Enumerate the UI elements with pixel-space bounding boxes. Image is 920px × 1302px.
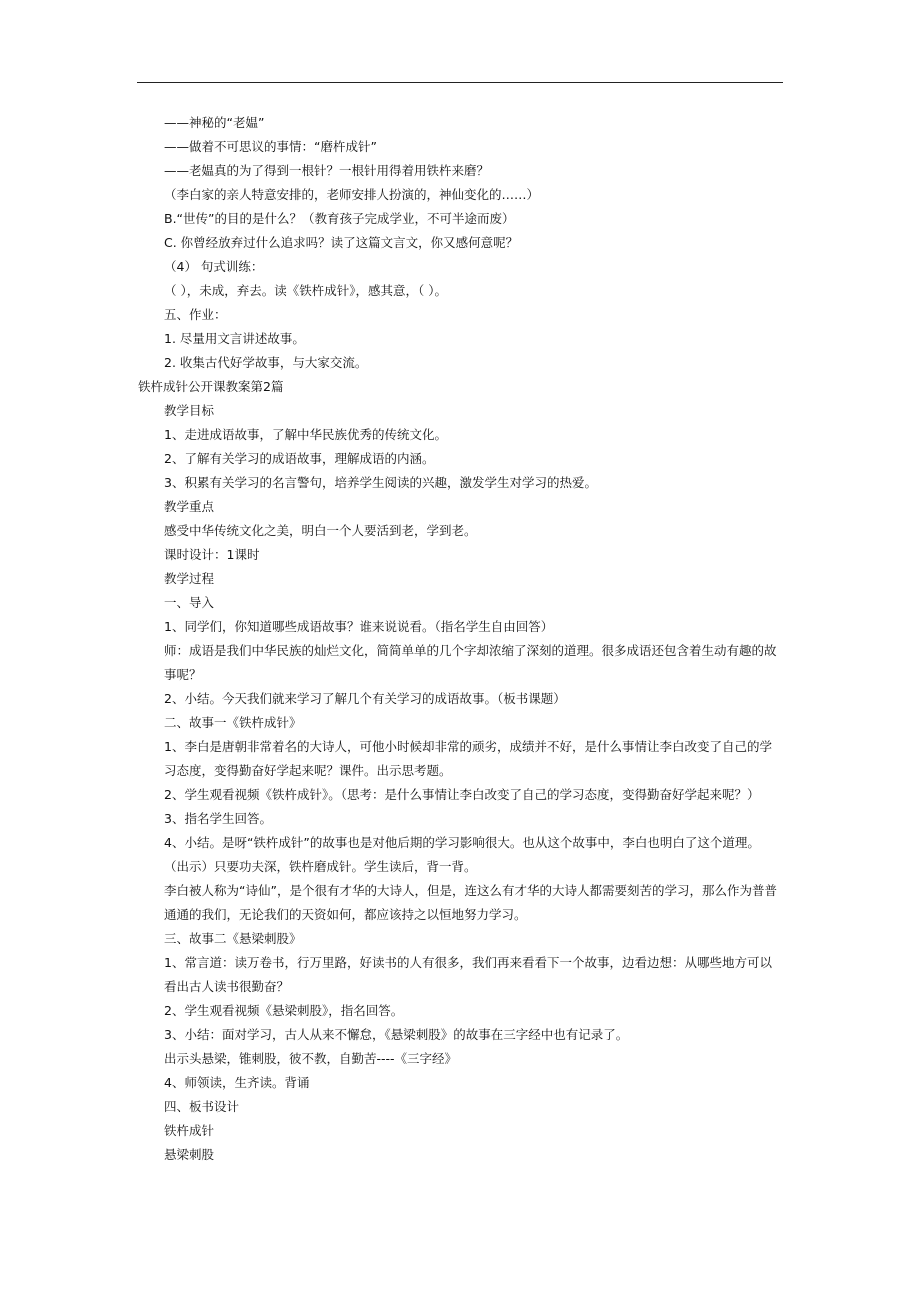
text-line: ——老媪真的为了得到一根针？一根针用得着用铁杵来磨？ <box>164 163 490 178</box>
text-line: 4、师领读，生齐读。背诵 <box>164 1075 310 1090</box>
text-line: （出示）只要功夫深，铁杵磨成针。学生读后，背一背。 <box>164 859 477 874</box>
text-paragraph: 1、李白是唐朝非常着名的大诗人，可他小时候却非常的顽劣，成绩并不好，是什么事情让李白改变了自己的学习态度，变得勤奋好学起来呢？课件。出示思考题。 <box>164 739 772 778</box>
text-line: 1、同学们，你知道哪些成语故事？谁来说说看。（指名学生自由回答） <box>164 619 554 634</box>
text-line: C. 你曾经放弃过什么追求吗？读了这篇文言文，你又感何意呢？ <box>164 235 519 250</box>
text-line: 悬梁刺股 <box>164 1147 215 1162</box>
text-paragraph: 李白被人称为“诗仙”，是个很有才华的大诗人，但是，连这么有才华的大诗人都需要刻苦的学习，那么作为普普通通的我们，无论我们的天资如何，都应该持之以恒地努力学习。 <box>164 883 777 922</box>
text-line: 感受中华传统文化之美，明白一个人要活到老，学到老。 <box>164 523 477 538</box>
section-heading: 教学过程 <box>164 571 215 586</box>
section-heading: 五、作业： <box>164 307 227 322</box>
text-line: ——做着不可思议的事情：“磨杵成针” <box>164 139 377 154</box>
text-line: ——神秘的“老媪” <box>164 115 265 130</box>
text-paragraph: 1、常言道：读万卷书，行万里路，好读书的人有很多，我们再来看看下一个故事，边看边想：从哪些地方可以看出古人读书很勤奋？ <box>164 955 772 994</box>
text-line: 4、小结。是呀“铁杵成针”的故事也是对他后期的学习影响很大。也从这个故事中，李白也明白了这个道理。 <box>164 835 760 850</box>
text-line: B.“世传”的目的是什么？（教育孩子完成学业，不可半途而废） <box>164 211 515 226</box>
text-line: 2、了解有关学习的成语故事，理解成语的内涵。 <box>164 451 435 466</box>
header-rule <box>137 82 783 83</box>
text-line: 2、学生观看视频《悬梁刺股》，指名回答。 <box>164 1003 404 1018</box>
text-line: 2. 收集古代好学故事，与大家交流。 <box>164 355 368 370</box>
text-line: （ ），未成，弃去。读《铁杵成针》，感其意，（ ）。 <box>164 283 447 298</box>
section-heading: 教学重点 <box>164 499 215 514</box>
section-heading: 四、板书设计 <box>164 1099 240 1114</box>
text-paragraph: 师：成语是我们中华民族的灿烂文化，简简单单的几个字却浓缩了深刻的道理。很多成语还包含着生动有趣的故事呢？ <box>164 643 777 682</box>
text-line: 3、指名学生回答。 <box>164 811 272 826</box>
text-line: （李白家的亲人特意安排的，老师安排人扮演的，神仙变化的……） <box>164 187 540 202</box>
text-line: 1. 尽量用文言讲述故事。 <box>164 331 305 346</box>
text-line: 2、小结。今天我们就来学习了解几个有关学习的成语故事。（板书课题） <box>164 691 566 706</box>
text-line: 3、积累有关学习的名言警句，培养学生阅读的兴趣，激发学生对学习的热爱。 <box>164 475 597 490</box>
text-line: 2、学生观看视频《铁杵成针》。（思考：是什么事情让李白改变了自己的学习态度，变得勤奋好学起来呢？） <box>164 787 760 802</box>
text-line: 出示头悬梁，锥刺股，彼不教，自勤苦----《三字经》 <box>164 1051 458 1066</box>
text-line: （4） 句式训练： <box>164 259 264 274</box>
document-body <box>138 111 784 1167</box>
section-heading: 一、导入 <box>164 595 215 610</box>
section-heading: 教学目标 <box>164 403 215 418</box>
text-line: 铁杵成针 <box>164 1123 215 1138</box>
section-heading: 二、故事一《铁杵成针》 <box>164 715 302 730</box>
document-title: 铁杵成针公开课教案第2篇 <box>138 379 284 394</box>
text-line: 3、小结：面对学习，古人从来不懈怠，《悬梁刺股》的故事在三字经中也有记录了。 <box>164 1027 629 1042</box>
section-heading: 三、故事二《悬梁刺股》 <box>164 931 302 946</box>
text-line: 课时设计：1课时 <box>164 547 260 562</box>
text-line: 1、走进成语故事，了解中华民族优秀的传统文化。 <box>164 427 447 442</box>
